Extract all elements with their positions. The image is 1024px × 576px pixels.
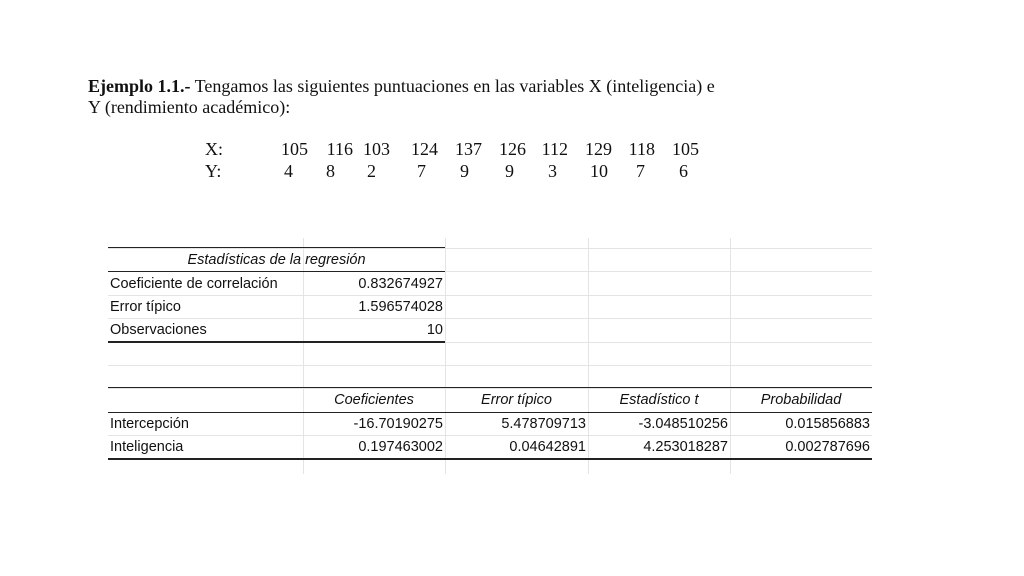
stat-label: Observaciones	[110, 322, 207, 338]
coefficient-cell: 0.04642891	[509, 439, 586, 455]
x-value: 105	[672, 139, 699, 159]
x-value: 103	[363, 139, 390, 159]
coefficient-cell: 5.478709713	[501, 416, 586, 432]
example-paragraph	[88, 76, 848, 118]
x-value: 137	[455, 139, 482, 159]
table-border	[108, 387, 872, 388]
stat-value: 10	[426, 322, 443, 338]
y-value: 3	[548, 161, 557, 181]
y-value: 2	[367, 161, 376, 181]
coefficient-cell: 0.002787696	[785, 439, 870, 455]
coefficient-row-label: Intercepción	[110, 416, 189, 432]
example-text-line1: Tengamos las siguientes puntuaciones en las variables X (inteligencia) e	[190, 76, 715, 96]
stat-value: 0.832674927	[358, 276, 443, 292]
x-value: 112	[541, 139, 568, 159]
table-border	[108, 247, 445, 248]
grid-line	[108, 365, 872, 366]
x-value: 129	[585, 139, 612, 159]
example-title: Ejemplo 1.1.-	[88, 76, 191, 96]
x-value: 105	[281, 139, 308, 159]
y-value: 7	[417, 161, 426, 181]
coefficient-cell: 0.197463002	[358, 439, 443, 455]
y-value: 10	[590, 161, 608, 181]
regression-stats-header: Estadísticas de la regresión	[187, 252, 366, 268]
stat-label: Coeficiente de correlación	[110, 276, 278, 292]
y-value: 8	[326, 161, 335, 181]
coefficient-cell: 0.015856883	[785, 416, 870, 432]
y-value: 7	[636, 161, 645, 181]
x-label: X:	[205, 139, 223, 159]
stat-value: 1.596574028	[358, 299, 443, 315]
coefficient-cell: -3.048510256	[638, 416, 728, 432]
y-value: 9	[460, 161, 469, 181]
table-border	[108, 458, 872, 460]
x-value: 124	[411, 139, 438, 159]
coefficient-row-label: Inteligencia	[110, 439, 184, 455]
column-header: Estadístico t	[619, 392, 699, 408]
regression-output-sheet	[108, 238, 872, 474]
y-value: 4	[284, 161, 293, 181]
y-value: 6	[679, 161, 688, 181]
column-header: Probabilidad	[760, 392, 842, 408]
y-label: Y:	[205, 161, 222, 181]
table-border	[108, 271, 445, 272]
coefficient-cell: 4.253018287	[643, 439, 728, 455]
x-value: 126	[499, 139, 526, 159]
coefficient-cell: -16.70190275	[353, 416, 443, 432]
x-value: 118	[628, 139, 655, 159]
x-value: 116	[326, 139, 353, 159]
column-header: Error típico	[481, 392, 552, 408]
stat-label: Error típico	[110, 299, 181, 315]
y-value: 9	[505, 161, 514, 181]
example-text-line2: Y (rendimiento académico):	[88, 97, 291, 117]
table-border	[108, 341, 445, 343]
column-header: Coeficientes	[334, 392, 414, 408]
